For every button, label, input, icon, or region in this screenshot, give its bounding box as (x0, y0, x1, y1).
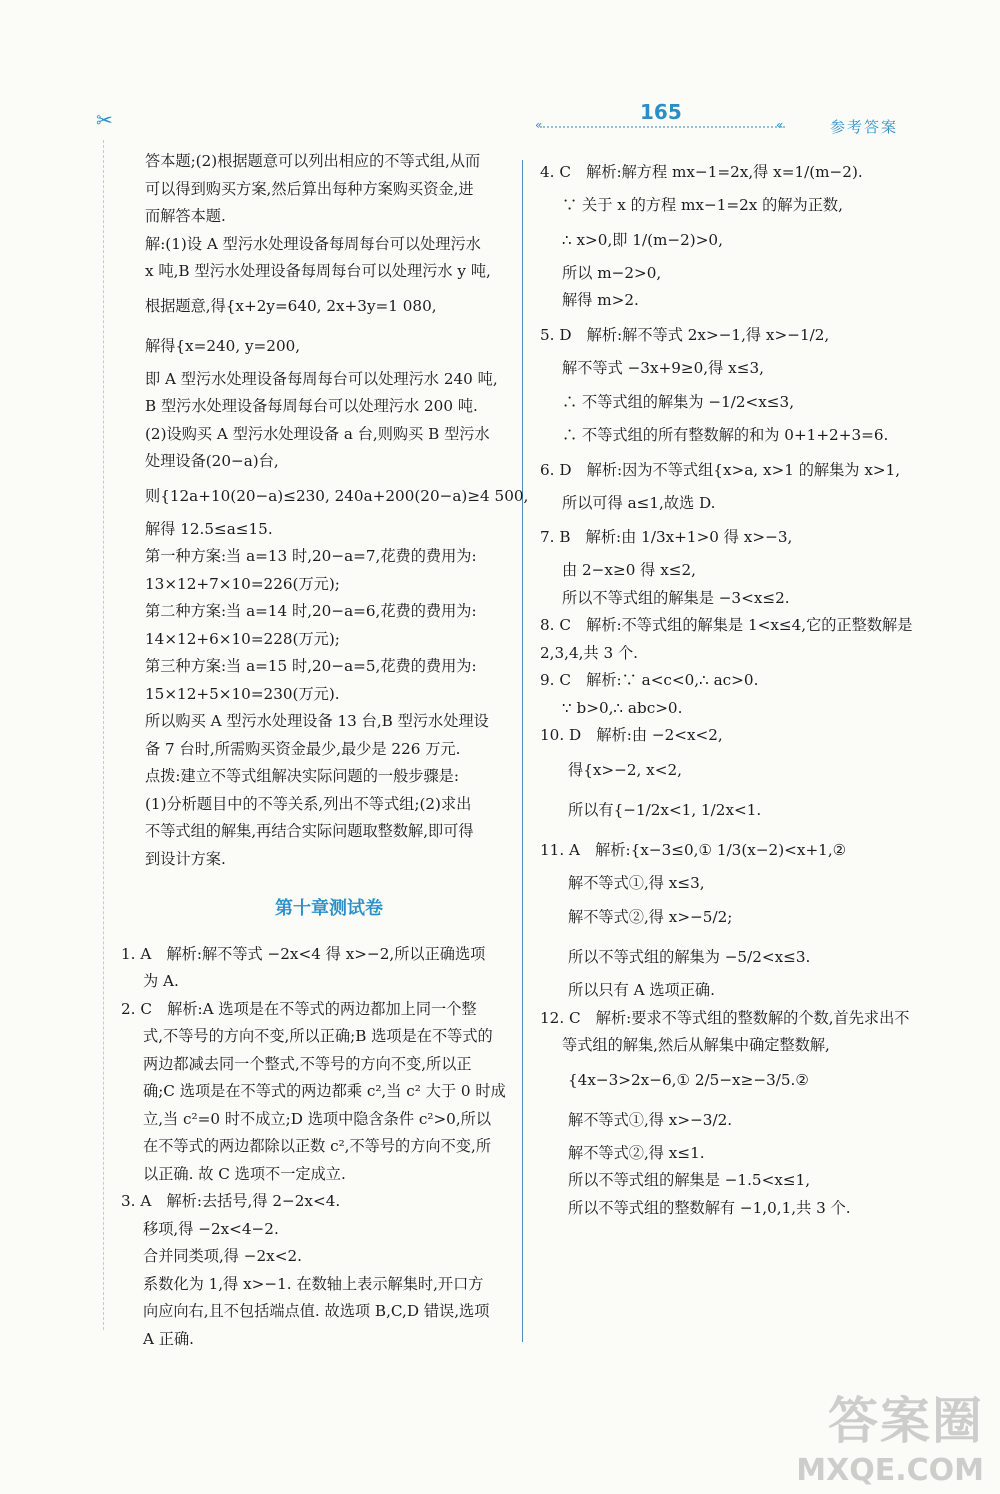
answer-line: 解不等式②,得 x≤1. (568, 1143, 705, 1162)
answer-line: ∵ 关于 x 的方程 mx−1=2x 的解为正数, (562, 196, 843, 214)
text-line: 即 A 型污水处理设备每周每台可以处理污水 240 吨, (145, 369, 498, 388)
text-line: 到设计方案. (145, 849, 226, 868)
text-line: 第一种方案:当 a=13 时,20−a=7,花费的费用为: (145, 547, 477, 565)
section-title: 第十章测试卷 (275, 898, 383, 919)
answer-line: 2. C 解析:A 选项是在不等式的两边都加上同一个整 (121, 999, 477, 1018)
answer-line: 6. D 解析:因为不等式组{x>a, x>1 的解集为 x>1, (540, 460, 901, 479)
answer-line: 4. C 解析:解方程 mx−1=2x,得 x=1/(m−2). (540, 163, 863, 181)
text-line: 点拨:建立不等式组解决实际问题的一般步骤是: (145, 767, 459, 785)
answer-line: 所以可得 a≤1,故选 D. (562, 493, 716, 512)
answer-line: 2,3,4,共 3 个. (540, 643, 638, 662)
watermark (796, 1381, 984, 1488)
text-line: 解得 12.5≤a≤15. (145, 519, 273, 538)
arrow-right-icon: « (776, 118, 784, 132)
text-line: 而解答本题. (145, 207, 226, 225)
answer-line: 解不等式①,得 x>−3/2. (568, 1110, 733, 1129)
text-line: 第二种方案:当 a=14 时,20−a=6,花费的费用为: (145, 602, 477, 620)
text-line: 13×12+7×10=226(万元); (145, 574, 340, 593)
answer-line: {4x−3>2x−6,① 2/5−x≥−3/5.② (568, 1070, 809, 1089)
answer-line: 8. C 解析:不等式组的解集是 1<x≤4,它的正整数解是 (540, 616, 913, 634)
answer-line: 所以 m−2>0, (562, 263, 662, 282)
text-line: 不等式组的解集,再结合实际问题取整数解,即可得 (145, 822, 474, 840)
scissors-icon: ✂ (96, 108, 113, 132)
answer-line: 解不等式②,得 x>−5/2; (568, 908, 733, 926)
answer-line: ∴ 不等式组的解集为 −1/2<x≤3, (562, 393, 795, 411)
answer-line: 系数化为 1,得 x>−1. 在数轴上表示解集时,开口方 (143, 1274, 484, 1293)
answer-line: 3. A 解析:去括号,得 2−2x<4. (121, 1192, 341, 1210)
answer-line: 12. C 解析:要求不等式组的整数解的个数,首先求出不 (540, 1008, 910, 1027)
answer-line: A 正确. (143, 1329, 194, 1348)
column-divider (522, 160, 523, 1342)
equation-system: 解得{x=240, y=200, (145, 336, 301, 355)
answer-line: 9. C 解析:∵ a<c<0,∴ ac>0. (540, 671, 759, 689)
text-line: 答本题;(2)根据题意可以列出相应的不等式组,从而 (145, 152, 481, 170)
answer-line: 5. D 解析:解不等式 2x>−1,得 x>−1/2, (540, 325, 830, 344)
text-line: 解:(1)设 A 型污水处理设备每周每台可以处理污水 (145, 234, 481, 253)
section-label: 参考答案 (830, 118, 899, 136)
text-line: (1)分析题目中的不等关系,列出不等式组;(2)求出 (145, 794, 472, 813)
answer-line: 1. A 解析:解不等式 −2x<4 得 x>−2,所以正确选项 (121, 944, 486, 963)
text-line: (2)设购买 A 型污水处理设备 a 台,则购买 B 型污水 (145, 424, 490, 443)
text-line: 14×12+6×10=228(万元); (145, 629, 340, 648)
answer-line: 得{x>−2, x<2, (568, 760, 682, 779)
answer-line: 解不等式①,得 x≤3, (568, 873, 705, 892)
text-line: B 型污水处理设备每周每台可以处理污水 200 吨. (145, 397, 478, 415)
answer-line: 立,当 c²=0 时不成立;D 选项中隐含条件 c²>0,所以 (143, 1109, 492, 1128)
answer-line: ∴ x>0,即 1/(m−2)>0, (562, 230, 723, 249)
text-line: 备 7 台时,所需购买资金最少,最少是 226 万元. (145, 739, 461, 758)
answer-line: 所以不等式组的解集是 −3<x≤2. (562, 588, 790, 607)
watermark-site: MXQE.COM (796, 1453, 984, 1488)
answer-line: 解得 m>2. (562, 291, 639, 309)
arrow-left-icon: « (535, 118, 543, 132)
text-line: 可以得到购买方案,然后算出每种方案购买资金,进 (145, 179, 474, 198)
text-line: 所以购买 A 型污水处理设备 13 台,B 型污水处理设 (145, 712, 489, 730)
answer-line: 确;C 选项是在不等式的两边都乘 c²,当 c² 大于 0 时成 (143, 1082, 506, 1100)
header-rule (540, 126, 785, 128)
answer-line: 移项,得 −2x<4−2. (143, 1219, 279, 1238)
answer-line: 所以不等式组的解集是 −1.5<x≤1, (568, 1171, 811, 1189)
page-number: 165 (640, 100, 682, 124)
text-line: x 吨,B 型污水处理设备每周每台可以处理污水 y 吨, (145, 262, 491, 280)
answer-line: 等式组的解集,然后从解集中确定整数解, (562, 1036, 830, 1054)
text-line: 15×12+5×10=230(万元). (145, 684, 340, 703)
watermark-logo: 答案圈 (828, 1392, 984, 1450)
answer-line: 合并同类项,得 −2x<2. (143, 1247, 302, 1265)
answer-line: 所以只有 A 选项正确. (568, 981, 715, 999)
inequality-system: 则{12a+10(20−a)≤230, 240a+200(20−a)≥4 500, (145, 486, 529, 505)
answer-line: 所以有{−1/2x<1, 1/2x<1. (568, 800, 762, 819)
right-column (540, 152, 940, 1222)
answer-line: ∴ 不等式组的所有整数解的和为 0+1+2+3=6. (562, 426, 889, 444)
answer-line: 所以不等式组的整数解有 −1,0,1,共 3 个. (568, 1198, 851, 1217)
equation-system: 根据题意,得{x+2y=640, 2x+3y=1 080, (145, 296, 437, 315)
answer-line: 向应向右,且不包括端点值. 故选项 B,C,D 错误,选项 (143, 1302, 490, 1320)
answer-line: 由 2−x≥0 得 x≤2, (562, 561, 696, 579)
answer-line: 为 A. (143, 972, 179, 990)
text-line: 处理设备(20−a)台, (145, 452, 279, 470)
cut-line (103, 140, 104, 1330)
text-line: 第三种方案:当 a=15 时,20−a=5,花费的费用为: (145, 657, 477, 675)
answer-line: 以正确. 故 C 选项不一定成立. (143, 1164, 346, 1183)
answer-line: 在不等式的两边都除以正数 c²,不等号的方向不变,所 (143, 1137, 492, 1155)
answer-line: 7. B 解析:由 1/3x+1>0 得 x>−3, (540, 528, 793, 546)
answer-line: 11. A 解析:{x−3≤0,① 1/3(x−2)<x+1,② (540, 840, 847, 859)
answer-line: 两边都减去同一个整式,不等号的方向不变,所以正 (143, 1054, 472, 1073)
answer-line: 10. D 解析:由 −2<x<2, (540, 726, 723, 744)
answer-line: 解不等式 −3x+9≥0,得 x≤3, (562, 358, 764, 377)
left-column (121, 148, 529, 1353)
answer-line: 所以不等式组的解集为 −5/2<x≤3. (568, 948, 811, 966)
answer-line: 式,不等号的方向不变,所以正确;B 选项是在不等式的 (143, 1027, 493, 1045)
answer-line: ∵ b>0,∴ abc>0. (562, 698, 683, 717)
